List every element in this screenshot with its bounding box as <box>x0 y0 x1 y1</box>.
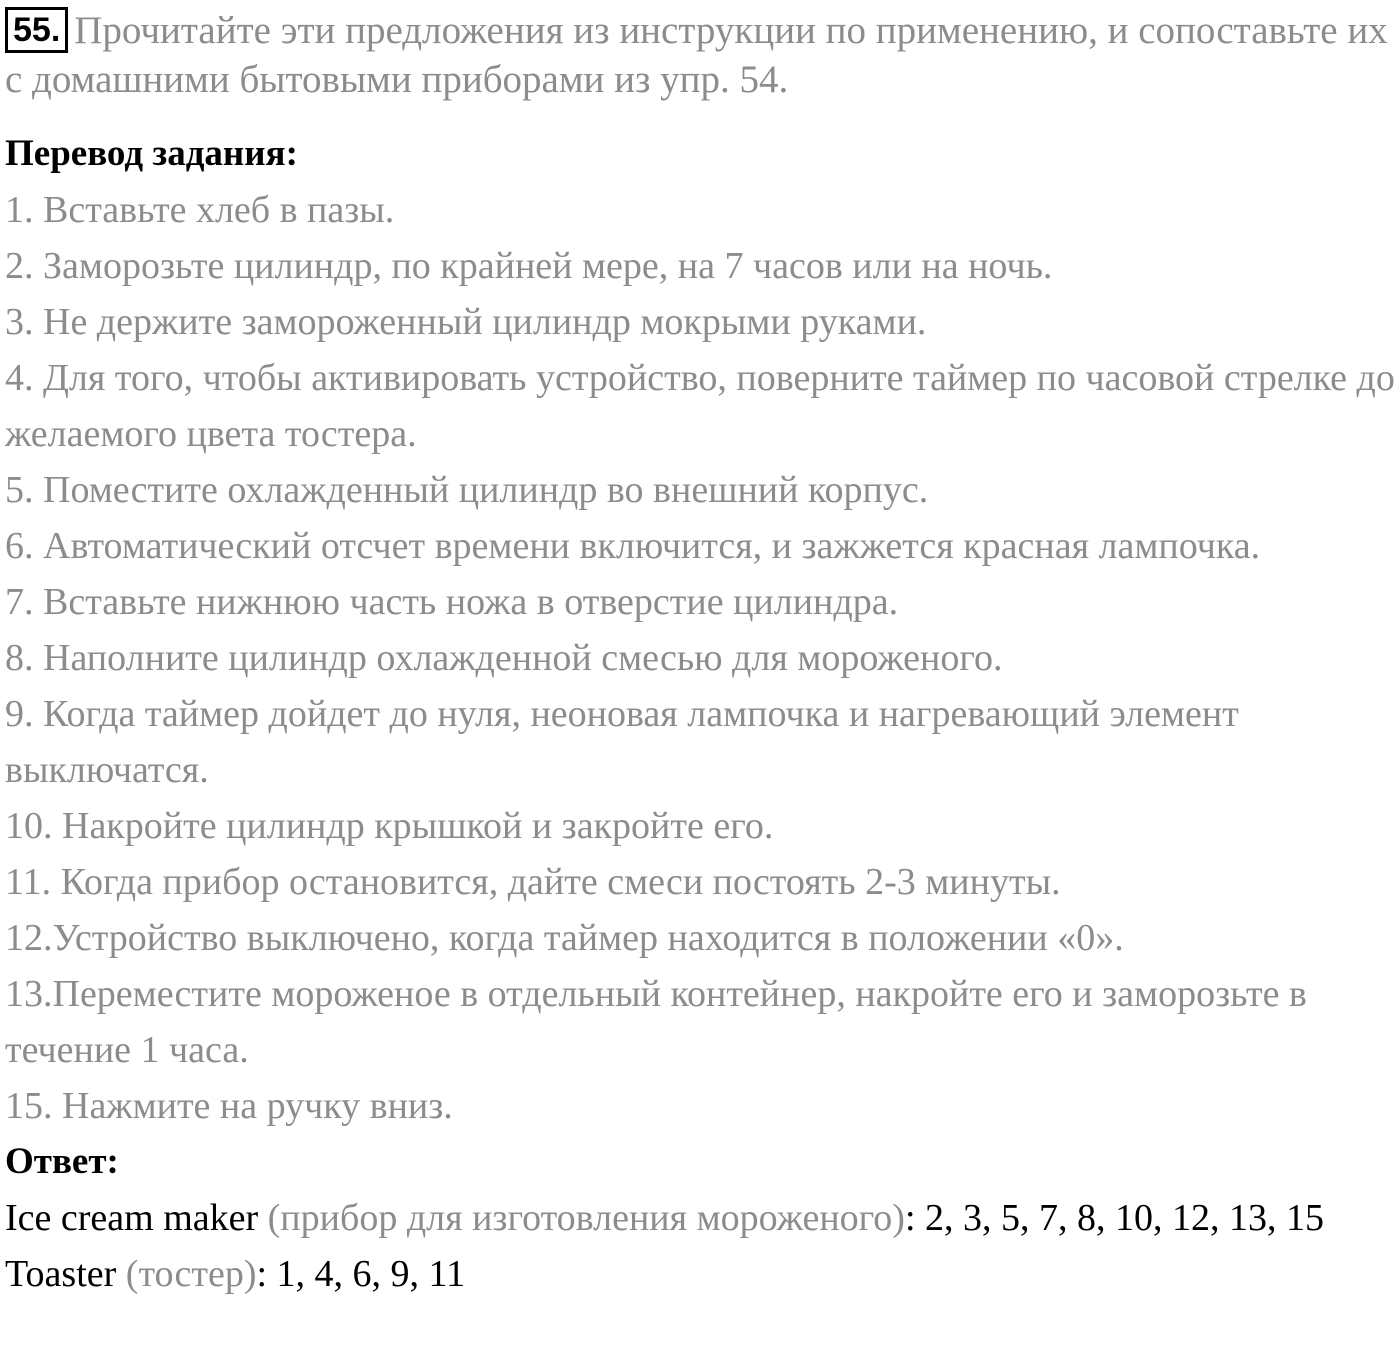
list-item: 9. Когда таймер дойдет до нуля, неоновая лампочка и нагревающий элемент выключатся. <box>5 693 1239 791</box>
list-item: 15. Нажмите на ручку вниз. <box>5 1085 453 1127</box>
task-number-badge: 55. <box>5 7 68 53</box>
task-header <box>5 6 1395 104</box>
answer-toaster <box>5 1246 1395 1302</box>
answer-ice-cream <box>5 1190 1395 1246</box>
list-item: 7. Вставьте нижнюю часть ножа в отверстие цилиндра. <box>5 581 899 623</box>
ice-cream-translation: (прибор для изготовления мороженого) <box>267 1197 905 1239</box>
list-item: 13.Переместите мороженое в отдельный контейнер, накройте его и заморозьте в течение 1 часа. <box>5 973 1307 1071</box>
answer-title: Ответ: <box>5 1141 119 1182</box>
translation-list <box>5 182 1395 1134</box>
translation-title: Перевод задания: <box>5 133 298 174</box>
list-item: 1. Вставьте хлеб в пазы. <box>5 189 395 231</box>
list-item: 2. Заморозьте цилиндр, по крайней мере, на 7 часов или на ночь. <box>5 245 1053 287</box>
ice-cream-numbers: : 2, 3, 5, 7, 8, 10, 12, 13, 15 <box>904 1197 1325 1239</box>
list-item: 11. Когда прибор остановится, дайте смеси постоять 2-3 минуты. <box>5 861 1061 903</box>
list-item: 3. Не держите замороженный цилиндр мокрыми руками. <box>5 301 927 343</box>
task-text: Прочитайте эти предложения из инструкции по применению, и сопоставьте их с домашними бытовыми приборами из упр. 54. <box>5 9 1388 101</box>
list-item: 5. Поместите охлажденный цилиндр во внешний корпус. <box>5 469 929 511</box>
list-item: 12.Устройство выключено, когда таймер находится в положении «0». <box>5 917 1124 959</box>
toaster-translation: (тостер) <box>125 1253 257 1295</box>
list-item: 10. Накройте цилиндр крышкой и закройте его. <box>5 805 774 847</box>
toaster-name: Toaster <box>5 1253 117 1295</box>
list-item: 6. Автоматический отсчет времени включится, и зажжется красная лампочка. <box>5 525 1261 567</box>
toaster-numbers: : 1, 4, 6, 9, 11 <box>256 1253 466 1295</box>
list-item: 8. Наполните цилиндр охлажденной смесью для мороженого. <box>5 637 1003 679</box>
page <box>5 6 1395 1302</box>
list-item: 4. Для того, чтобы активировать устройство, поверните таймер по часовой стрелке до желаемого цвета тостера. <box>5 357 1395 455</box>
ice-cream-name: Ice cream maker <box>5 1197 259 1239</box>
